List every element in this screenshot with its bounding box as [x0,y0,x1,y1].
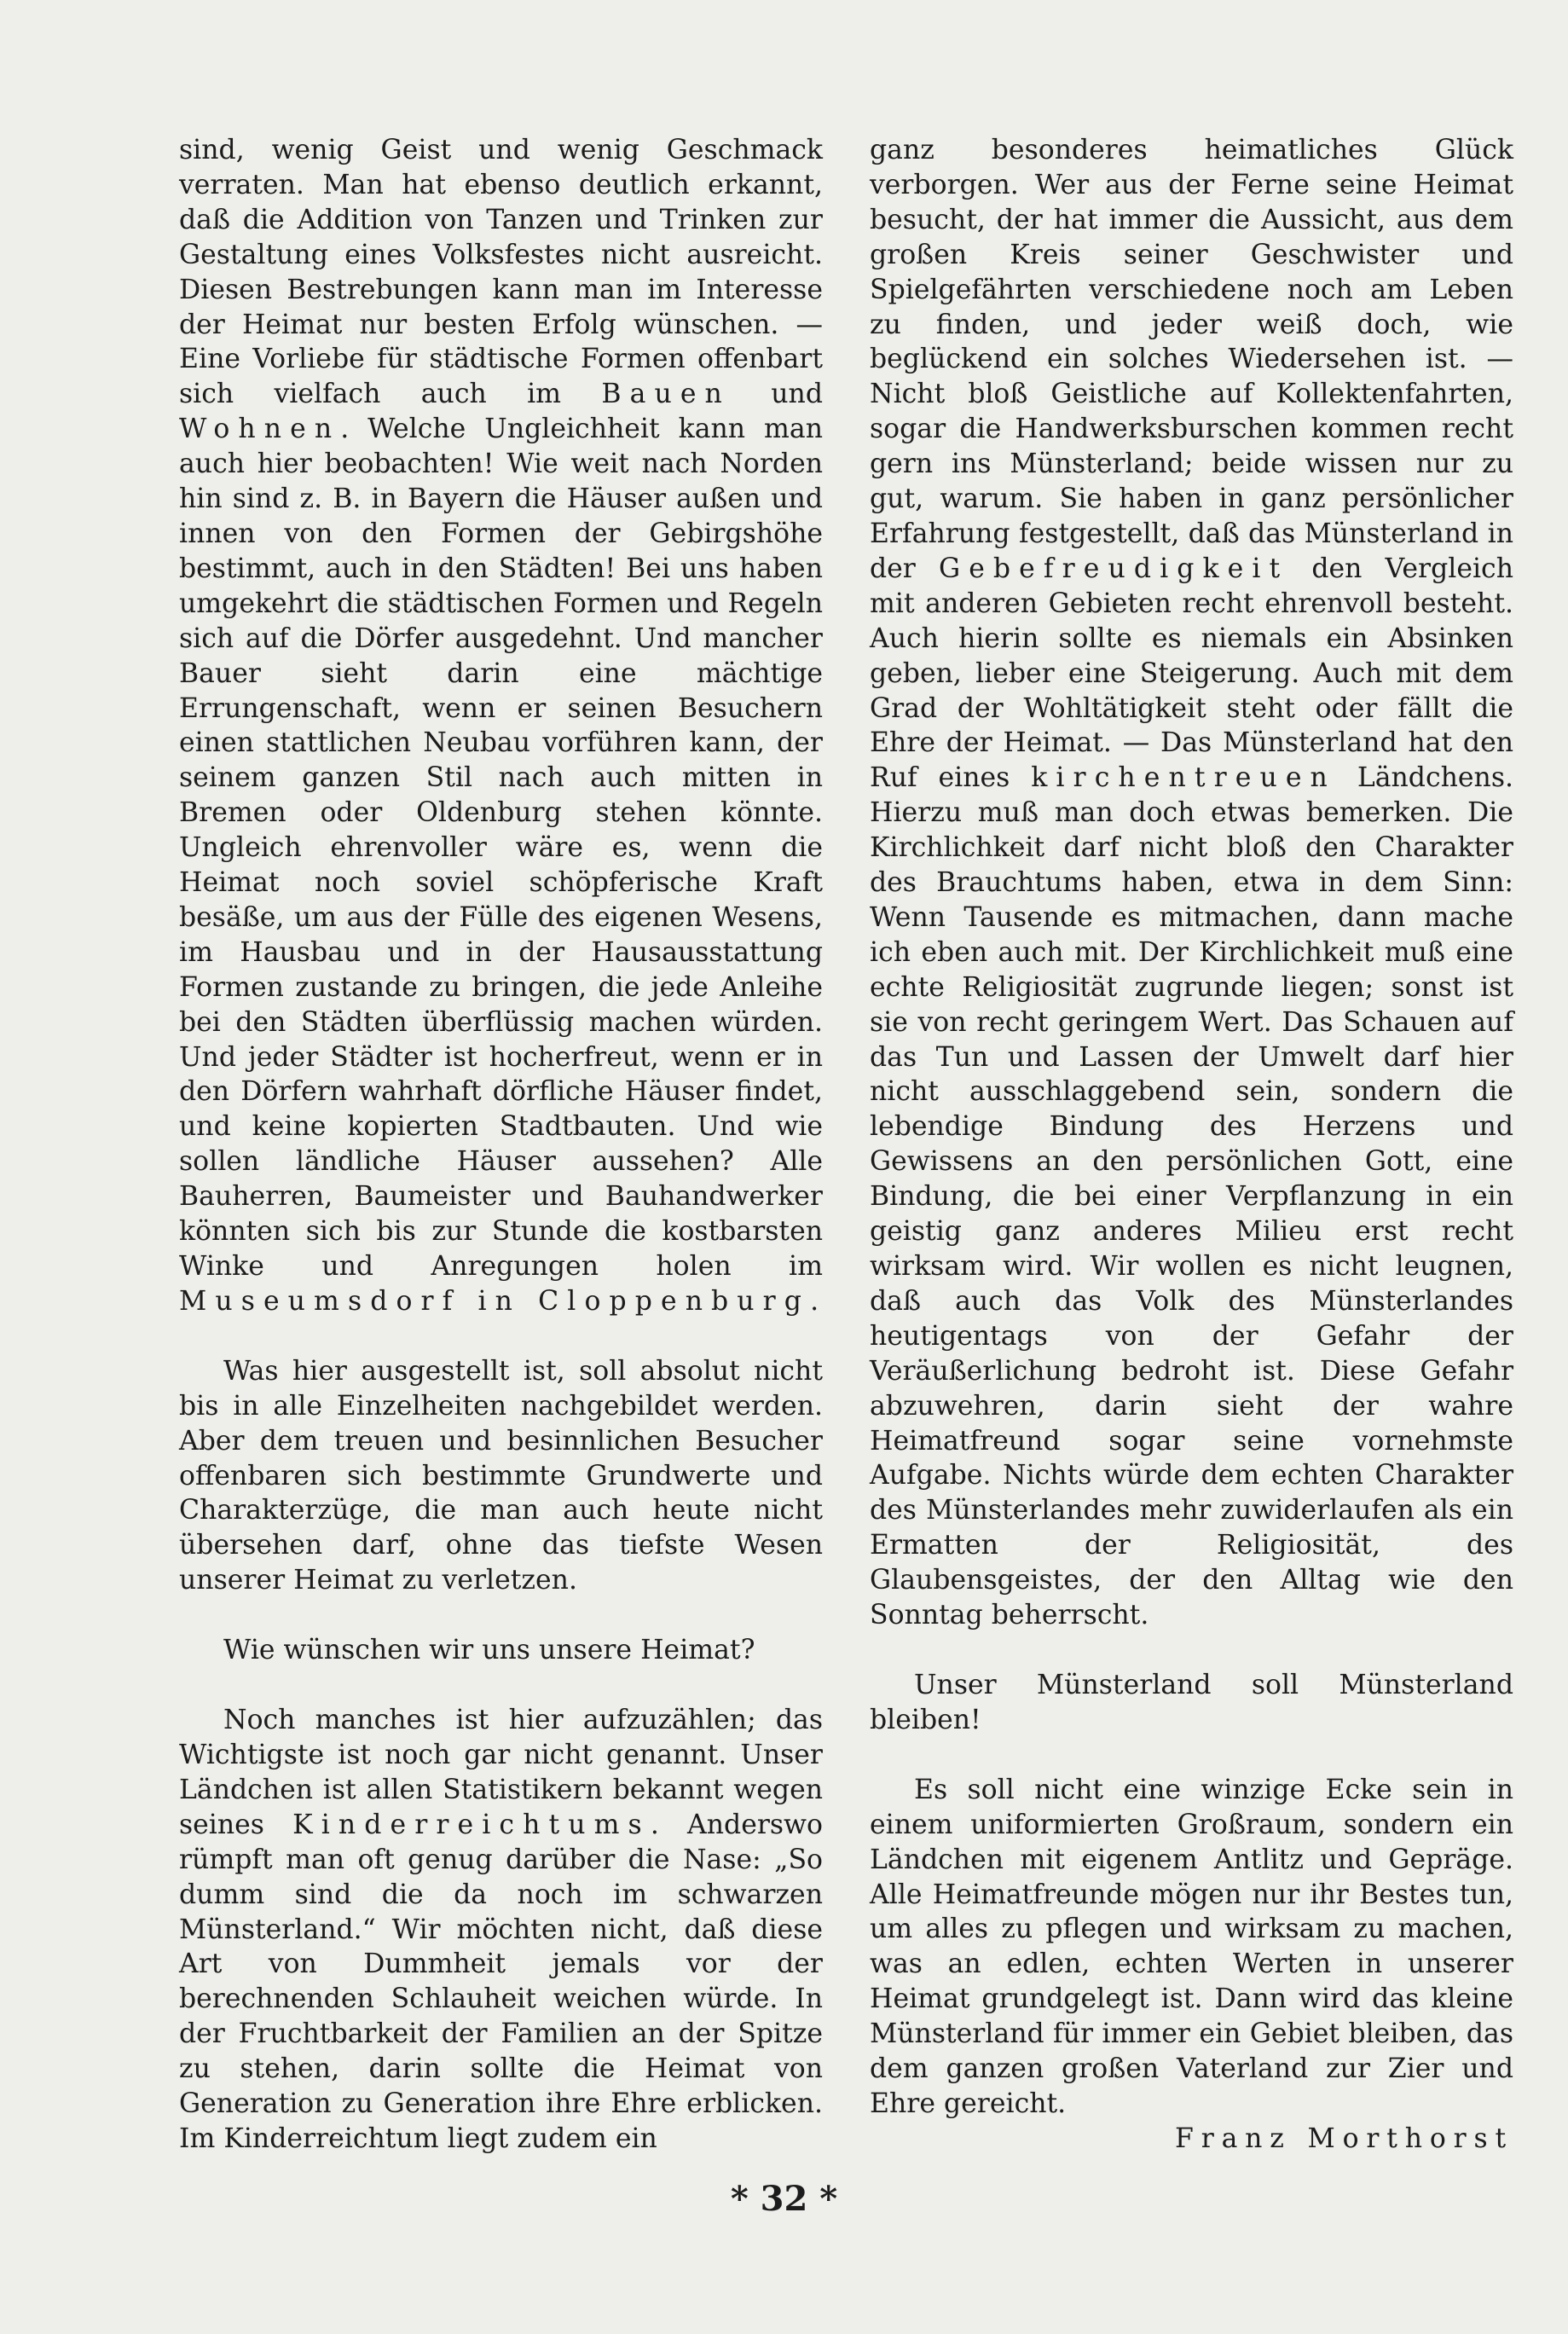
spaced-emphasis: Gebefreudigkeit [938,553,1289,584]
author-signature: Franz Morthorst [1175,2123,1513,2154]
text-run: . [810,1285,819,1317]
spaced-emphasis: Kinderreichtums [292,1809,651,1840]
text-run: . Anderswo rümpft man oft genug darüber die Nase: „So dumm sind die da noch im schwarzen Münsterland.“ Wir möchten nicht, daß diese Art von Dummheit jemals vor der berechnenden Schlauheit weichen würde. In der Fruchtbarkeit der Familien an der Spitze zu stehen, darin sollte die Heimat von Generation zu Generation ihre Ehre erblicken. Im Kinderreichtum liegt zudem ein [179,1809,823,2154]
text-run: und [730,379,823,410]
paragraph: Was hier ausgestellt ist, soll absolut nicht bis in alle Einzelheiten nachgebildet werden. Aber dem treuen und besinnlichen Besucher offenbaren sich bestimmte Grundwerte und Charakterzüge, die man auch heute nicht übersehen darf, ohne das tiefste Wesen unserer Heimat zu verletzen. [179,1355,823,1596]
text-run: ganz besonderes heimatliches Glück verborgen. Wer aus der Ferne seine Heimat besucht, der hat immer die Aussicht, aus dem großen Kreis seiner Geschwister und Spielgefährten verschiedene noch am Leben zu finden, und jeder weiß doch, wie beglückend ein solches Wiedersehen ist. — Nicht bloß Geistliche auf Kollektenfahrten, sogar die Handwerksburschen kommen recht gern ins Münsterland; beide wissen nur zu gut, warum. Sie haben in ganz persönlicher Erfahrung festgestellt, daß das Münsterland in der [870,135,1513,584]
paragraph [870,133,1513,1633]
spaced-emphasis: Wohnen [179,414,341,445]
paragraph [179,133,823,1319]
paragraph: Es soll nicht eine winzige Ecke sein in einem uniformierten Großraum, sondern ein Ländchen mit eigenem Antlitz und Gepräge. Alle Heimatfreunde mögen nur ihr Bestes tun, um alles zu pflegen und wirksam zu machen, was an edlen, echten Werten in unserer Heimat grundgelegt ist. Dann wird das kleine Münsterland für immer ein Gebiet bleiben, das dem ganzen großen Vaterland zur Zier und Ehre gereicht. [870,1774,1513,2119]
left-column [179,133,823,2157]
text-run: Ländchens. Hierzu muß man doch etwas bemerken. Die Kirchlichkeit darf nicht bloß den Charakter des Brauchtums haben, etwa in dem Sinn: Wenn Tausende es mitmachen, dann mache ich eben auch mit. Der Kirchlichkeit muß eine echte Religiosität zugrunde liegen; sonst ist sie von recht geringem Wert. Das Schauen auf das Tun und Lassen der Umwelt darf hier nicht ausschlaggebend sein, sondern die lebendige Bindung des Herzens und Gewissens an den persönlichen Gott, eine Bindung, die bei einer Verpflanzung in ein geistig ganz anderes Milieu erst recht wirksam wird. Wir wollen es nicht leugnen, daß auch das Volk des Münsterlandes heutigentags von der Gefahr der Veräußerlichung bedroht ist. Diese Gefahr abzuwehren, darin sieht der wahre Heimatfreund sogar seine vornehmste Aufgabe. Nichts würde dem echten Charakter des Münsterlandes mehr zuwiderlaufen als ein Ermatten der Religiosität, des Glaubensgeistes, der den Alltag wie den Sonntag beherrscht. [870,762,1514,1631]
text-run: . Welche Ungleichheit kann man auch hier beobachten! Wie weit nach Norden hin sind z. B. in Bayern die Häuser außen und innen von den Formen der Gebirgshöhe bestimmt, auch in den Städten! Bei uns haben umgekehrt die städtischen Formen und Regeln sich auf die Dörfer ausgedehnt. Und mancher Bauer sieht darin eine mächtige Errungenschaft, wenn er seinen Besuchern einen stattlichen Neubau vorführen kann, der seinem ganzen Stil nach auch mitten in Bremen oder Oldenburg stehen könnte. Ungleich ehrenvoller wäre es, wenn die Heimat noch soviel schöpferische Kraft besäße, um aus der Fülle des eigenen Wesens, im Hausbau und in der Hausausstattung Formen zustande zu bringen, die jede Anleihe bei den Städten überflüssig machen würden. Und jeder Städter ist hocherfreut, wenn er in den Dörfern wahrhaft dörfliche Häuser findet, und keine kopierten Stadtbauten. Und wie sollen ländliche Häuser aussehen? Alle Bauherren, Baumeister und Bauhandwerker könnten sich bis zur Stunde die kostbarsten Winke und Anregungen holen im [179,414,823,1282]
section-heading: Wie wünschen wir uns unsere Heimat? [223,1635,755,1666]
page-number: * 32 * [730,2179,838,2219]
spaced-emphasis: Museumsdorf in Cloppenburg [179,1285,811,1317]
paragraph: Unser Münsterland soll Münsterland bleiben! [870,1669,1513,1735]
spaced-emphasis: kirchentreuen [1031,762,1336,794]
spaced-emphasis: Bauen [601,379,731,410]
right-column [870,133,1513,2157]
text-run: den Vergleich mit anderen Gebieten recht ehrenvoll besteht. Auch hierin sollte es niemals ein Absinken geben, lieber eine Steigerung. Auch mit dem Grad der Wohltätigkeit steht oder fällt die Ehre der Heimat. — Das Münsterland hat den Ruf eines [870,553,1513,794]
text-run: sind, wenig Geist und wenig Geschmack verraten. Man hat ebenso deutlich erkannt, daß die Addition von Tanzen und Trinken zur Gestaltung eines Volksfestes nicht ausreicht. Diesen Bestrebungen kann man im Interesse der Heimat nur besten Erfolg wünschen. — Eine Vorliebe für städtische Formen offenbart sich vielfach auch im [179,135,823,410]
text-run: Noch manches ist hier aufzuzählen; das Wichtigste ist noch gar nicht genannt. Unser Ländchen ist allen Statistikern bekannt wegen seines [179,1705,823,1840]
paragraph [179,1703,823,2157]
